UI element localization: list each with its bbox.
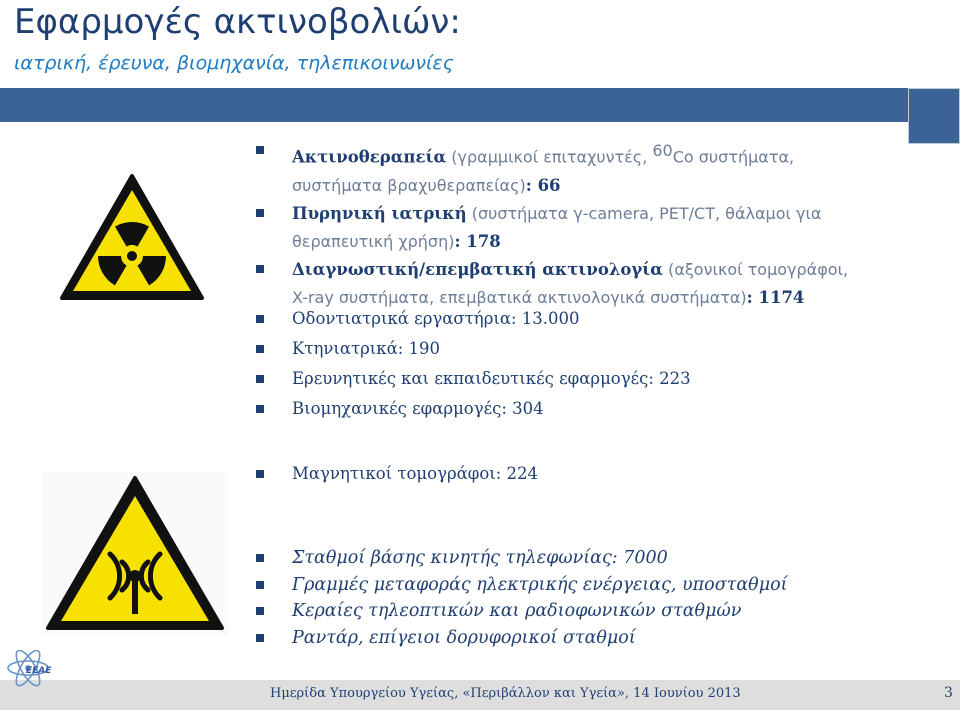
bullet-icon	[256, 209, 264, 217]
item-detail: Co συστήματα,	[672, 147, 795, 167]
item-label: Γραμμές μεταφοράς ηλεκτρικής ενέργειας, υποσταθμοί	[292, 574, 788, 595]
bullet-icon	[256, 345, 264, 353]
item-label: Πυρηνική ιατρική	[292, 203, 467, 223]
non-ionizing-applications-list	[256, 545, 787, 651]
bullet-icon	[256, 607, 264, 615]
bullet-icon	[256, 405, 264, 413]
bullet-icon	[256, 375, 264, 383]
logo-text: ΕΕΑΕ	[26, 666, 52, 676]
bullet-icon	[256, 315, 264, 323]
item-detail: (γραμμικοί επιταχυντές,	[446, 147, 653, 167]
item-label: Σταθμοί βάσης κινητής τηλεφωνίας: 7000	[292, 548, 668, 568]
bullet-icon	[256, 265, 264, 273]
bullet-icon	[256, 146, 264, 154]
page-title: Εφαρμογές ακτινοβολιών:	[14, 2, 461, 42]
bullet-icon	[256, 634, 264, 642]
item-detail: θεραπευτική χρήση)	[292, 231, 455, 251]
list-item	[256, 364, 691, 394]
list-item	[256, 304, 691, 334]
item-label: Οδοντιατρικά εργαστήρια: 13.000	[292, 309, 580, 328]
list-item	[256, 572, 787, 599]
list-item	[256, 137, 848, 200]
atom-logo-icon	[4, 650, 58, 690]
item-label: Ακτινοθεραπεία	[292, 147, 447, 167]
item-label: Διαγνωστική/επεμβατική ακτινολογία	[292, 259, 663, 279]
mri-list	[256, 459, 538, 489]
item-label: Μαγνητικοί τομογράφοι: 224	[292, 464, 539, 483]
item-detail: X-ray συστήματα, επεμβατικά ακτινολογικά συστήματα)	[292, 287, 747, 307]
radiation-warning-icon	[60, 174, 204, 302]
list-item	[256, 625, 787, 652]
header-band	[0, 88, 960, 122]
list-item	[256, 459, 538, 489]
item-label: Βιομηχανικές εφαρμογές: 304	[292, 399, 544, 418]
item-label: Κεραίες τηλεοπτικών και ραδιοφωνικών σταθμών	[292, 601, 742, 621]
item-label: Ραντάρ, επίγειοι δορυφορικοί σταθμοί	[292, 627, 636, 648]
item-value: : 1174	[746, 287, 805, 307]
medical-applications-list	[256, 137, 848, 312]
bullet-icon	[256, 470, 264, 478]
item-label: Ερευνητικές και εκπαιδευτικές εφαρμογές: 223	[292, 369, 691, 388]
non-ionizing-sign-panel	[42, 472, 228, 636]
list-item	[256, 598, 787, 625]
list-item	[256, 394, 691, 424]
item-value: : 178	[454, 231, 501, 251]
item-label: Κτηνιατρικά: 190	[292, 339, 441, 358]
item-value: : 66	[525, 175, 561, 195]
page-number: 3	[944, 685, 953, 701]
non-ionizing-radiation-icon	[42, 472, 228, 636]
other-applications-list	[256, 304, 691, 424]
header-band-tab	[908, 88, 960, 147]
item-detail: συστήματα βραχυθεραπείας)	[292, 175, 526, 195]
item-detail: (αξονικοί τομογράφοι,	[663, 259, 849, 279]
footer-text: Ημερίδα Υπουργείου Υγείας, «Περιβάλλον και Υγεία», 14 Ιουνίου 2013	[270, 686, 741, 701]
list-item	[256, 200, 848, 256]
item-detail: (συστήματα γ-camera, PET/CT, θάλαμοι για	[466, 203, 822, 223]
item-superscript: 60	[652, 141, 673, 160]
bullet-icon	[256, 581, 264, 589]
bullet-icon	[256, 554, 264, 562]
list-item	[256, 545, 787, 572]
list-item	[256, 334, 691, 364]
page-subtitle: ιατρική, έρευνα, βιομηχανία, τηλεπικοινωνίες	[14, 52, 454, 74]
